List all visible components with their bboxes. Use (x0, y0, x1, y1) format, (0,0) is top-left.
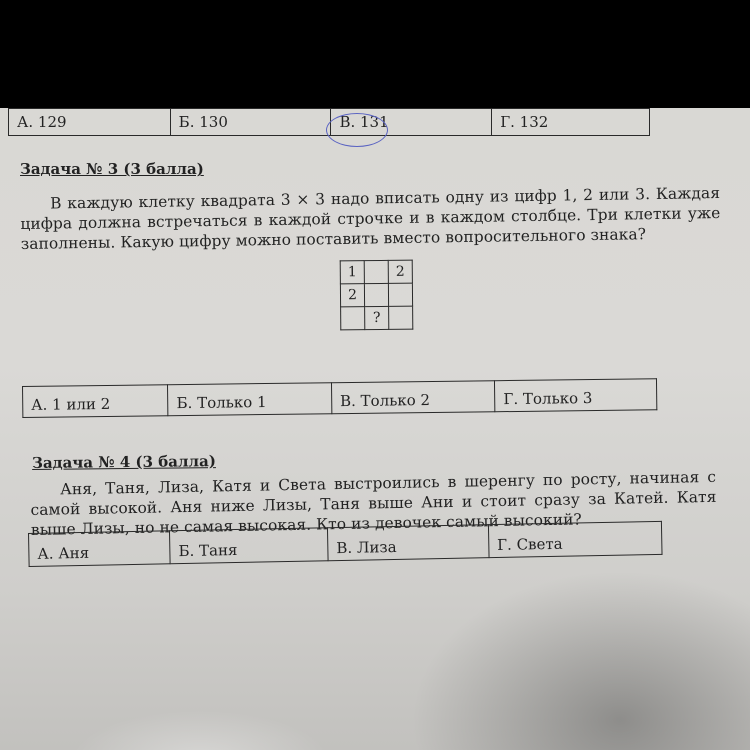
grid-cell (389, 306, 413, 329)
task3-heading: Задача № 3 (3 балла) (20, 160, 204, 178)
task3-answer-d: Г. Только 3 (495, 379, 657, 412)
grid-cell: 1 (340, 261, 364, 284)
task3-text: В каждую клетку квадрата 3 × 3 надо вписать одну из цифр 1, 2 или 3. Каждая цифра должна встречаться в каждой строчке и в каждом столбце. Три клетки уже заполнены. Какую цифру можно поставить вместо вопросительного знака? (20, 184, 721, 253)
task4-text: Аня, Таня, Лиза, Катя и Света выстроились в шеренгу по росту, начиная с самой высокой. Аня ниже Лизы, Таня выше Ани и стоит сразу за Катей. Катя выше Лизы, но не самая высокая. Кто из девочек самый высокий? (30, 467, 717, 539)
prev-answer-a: А. 129 (9, 109, 171, 136)
grid-cell (388, 283, 412, 306)
task4-answer-c: В. Лиза (327, 525, 488, 561)
grid-cell (364, 283, 388, 306)
prev-answer-d: Г. 132 (492, 109, 650, 136)
handwritten-circle-mark (326, 113, 388, 147)
shadow (410, 570, 750, 750)
worksheet-page (0, 108, 750, 750)
task3-answer-b: Б. Только 1 (168, 383, 332, 416)
task4-answer-d: Г. Света (488, 521, 662, 557)
task4-answer-a: А. Аня (29, 531, 171, 567)
task3-grid (340, 260, 414, 331)
grid-cell: ? (365, 306, 389, 329)
grid-cell (341, 307, 365, 330)
grid-cell: 2 (388, 260, 412, 283)
task4-heading: Задача № 4 (3 балла) (32, 452, 216, 472)
grid-cell: 2 (340, 284, 364, 307)
task3-answer-c: В. Только 2 (331, 381, 495, 414)
light-glare (70, 710, 330, 750)
prev-answer-c: В. 131 (331, 109, 492, 136)
prev-answer-b: Б. 130 (170, 109, 331, 136)
task4-answer-b: Б. Таня (170, 528, 329, 564)
background-top (0, 0, 750, 108)
task3-answer-table (22, 378, 657, 418)
task3-answer-a: А. 1 или 2 (23, 385, 169, 418)
grid-cell (364, 260, 388, 283)
